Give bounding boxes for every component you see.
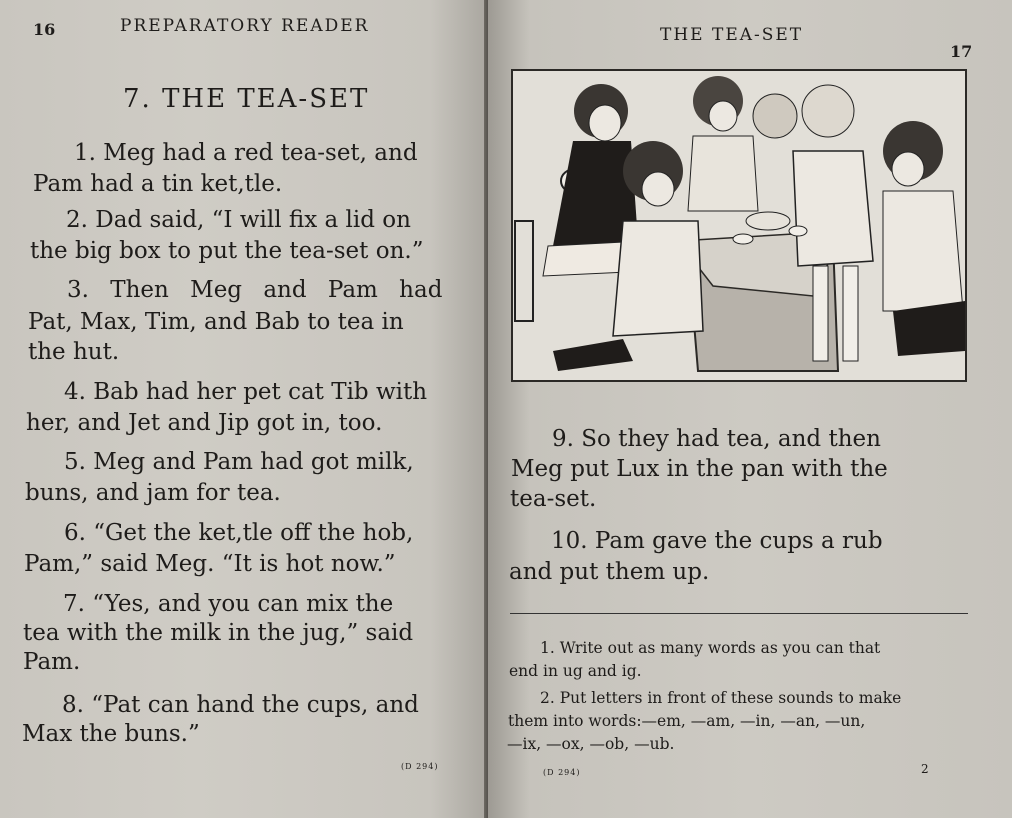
text-line: tea with the milk in the jug,” said (23, 620, 414, 646)
text-line: Pat, Max, Tim, and Bab to tea in (28, 309, 404, 335)
exercise-line: —ix, —ox, —ob, —ub. (507, 735, 675, 753)
text-line: 3. Then Meg and Pam had (67, 277, 443, 303)
text-line: 2. Dad said, “I will fix a lid on (66, 207, 411, 233)
text-line: Pam had a tin ket,tle. (33, 171, 283, 197)
text-line: Max the buns.” (22, 721, 200, 747)
text-line: Pam,” said Meg. “It is hot now.” (24, 551, 396, 577)
text-line: her, and Jet and Jip got in, too. (26, 410, 383, 436)
text-line: 9. So they had tea, and then (552, 426, 881, 452)
text-line: the big box to put the tea-set on.” (30, 238, 424, 264)
running-header-left: PREPARATORY READER (120, 16, 370, 36)
text-line: 4. Bab had her pet cat Tib with (64, 379, 428, 405)
running-header-right: THE TEA-SET (660, 25, 804, 45)
exercise-line: 2. Put letters in front of these sounds to make (540, 689, 902, 707)
signature-mark: 2 (921, 762, 929, 776)
left-page (0, 0, 488, 818)
printer-mark-right: (D 294) (543, 768, 581, 777)
text-line: 5. Meg and Pam had got milk, (64, 449, 414, 475)
printer-mark-left: (D 294) (401, 762, 439, 771)
text-line: 7. “Yes, and you can mix the (63, 591, 394, 617)
divider-rule (510, 613, 968, 614)
exercise-line: 1. Write out as many words as you can that (540, 639, 881, 657)
page-number-right: 17 (950, 42, 973, 61)
text-line: buns, and jam for tea. (25, 480, 281, 506)
tea-party-icon (513, 71, 965, 380)
text-line: 10. Pam gave the cups a rub (551, 528, 883, 554)
text-line: Pam. (23, 649, 81, 675)
text-line: 6. “Get the ket,tle off the hob, (64, 520, 414, 546)
text-line: 1. Meg had a red tea-set, and (74, 140, 418, 166)
chapter-title: 7. THE TEA-SET (123, 84, 370, 114)
page-number-left: 16 (33, 20, 56, 39)
children-tea-party-illustration (511, 69, 967, 382)
exercise-line: end in ug and ig. (509, 662, 642, 680)
text-line: tea-set. (510, 486, 597, 512)
text-line: the hut. (28, 339, 120, 365)
text-line: 8. “Pat can hand the cups, and (62, 692, 419, 718)
exercise-line: them into words:—em, —am, —in, —an, —un, (508, 712, 866, 730)
text-line: Meg put Lux in the pan with the (511, 456, 888, 482)
text-line: and put them up. (509, 559, 710, 585)
